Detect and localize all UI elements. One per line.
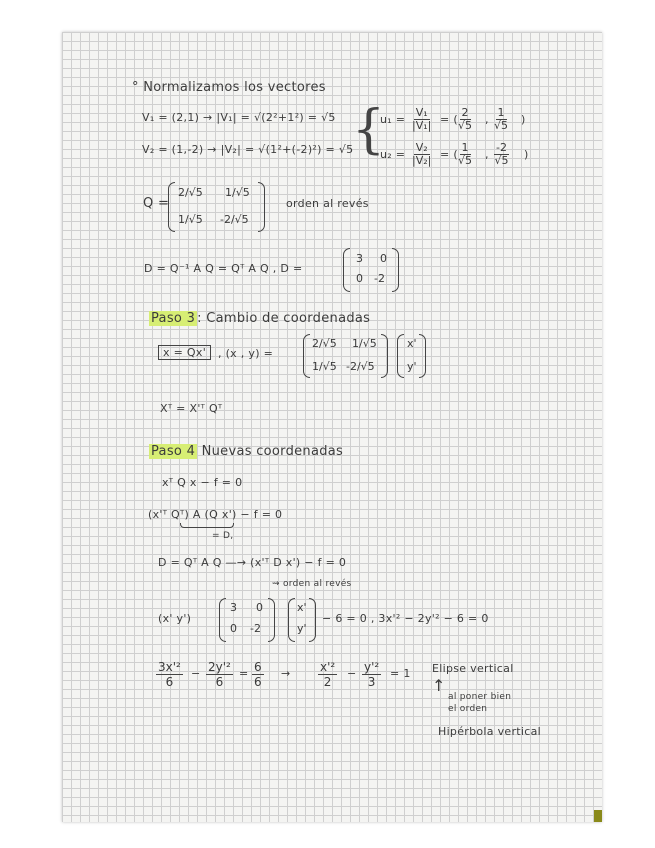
- step3-highlight: Paso 3: [151, 311, 196, 326]
- note-elipse-vertical: Elipse vertical: [432, 662, 514, 675]
- vec-left-bracket: [397, 334, 404, 378]
- u2-fraction-v2: $\frac{\text{V₂}}{\text{|V₂|}}$: [412, 141, 432, 167]
- frac-y2-over-3: $\frac{\text{y'²}}{3}$: [364, 660, 380, 689]
- u1-frac-y: $\frac{1}{√5}$: [494, 106, 509, 132]
- vec-xprime: x': [407, 337, 417, 350]
- eq-v2-norm: V₂ = (1,-2) → |V₂| = √(1²+(-2)²) = √5: [142, 143, 354, 156]
- minus-sign-1: −: [191, 667, 201, 680]
- u1-close-paren: ): [521, 113, 526, 126]
- note-reverse-order-2: ⇝ orden al revés: [272, 579, 352, 589]
- eq-xy-label: , (x , y) =: [218, 347, 274, 360]
- u2-label: u₂ =: [380, 148, 406, 161]
- u2-close-paren: ): [524, 148, 529, 161]
- d2-m12: 0: [256, 601, 263, 614]
- vec2-left-bracket: [288, 598, 295, 642]
- equals-one: = 1: [390, 667, 411, 680]
- row-vector: (x' y'): [158, 612, 192, 625]
- eq-d-definition: D = Q⁻¹ A Q = Qᵀ A Q , D =: [144, 262, 303, 275]
- q2-matrix-right-bracket: [381, 334, 388, 378]
- d2-matrix-left-bracket: [219, 598, 226, 642]
- u1-fraction-v1: $\frac{\text{V₁}}{\text{|V₁|}}$: [412, 106, 432, 132]
- step4-highlight: Paso 4: [151, 444, 196, 459]
- q-label: Q =: [143, 196, 170, 211]
- q2-matrix-left-bracket: [303, 334, 310, 378]
- d2-m11: 3: [230, 601, 237, 614]
- frac-x2-over-2: $\frac{\text{x'²}}{2}$: [320, 660, 336, 689]
- underbrace: [180, 523, 234, 528]
- step3-title: : Cambio de coordenadas: [197, 311, 371, 326]
- q2-m21: 1/√5: [312, 360, 337, 373]
- frac-2y2-over-6: $\frac{\text{2y'²}}{6}$: [208, 660, 231, 689]
- d2-m22: -2: [250, 622, 261, 635]
- u1-comma: ,: [485, 113, 489, 126]
- vec2-right-bracket: [309, 598, 316, 642]
- q2-m22: -2/√5: [346, 360, 375, 373]
- eq-v1-norm: V₁ = (2,1) → |V₁| = √(2²+1²) = √5: [142, 111, 336, 124]
- q-m21: 1/√5: [178, 213, 203, 226]
- eq-substitution: (x'ᵀ Qᵀ) A (Q x') − f = 0: [148, 508, 283, 521]
- boxed-eq-x-qx: x = Qx': [158, 346, 211, 359]
- d-m11: 3: [356, 252, 363, 265]
- u2-open-paren: = (: [440, 148, 458, 161]
- d-matrix-left-bracket: [343, 248, 350, 292]
- u1-open-paren: = (: [440, 113, 458, 126]
- u2-comma: ,: [485, 148, 489, 161]
- q-matrix-right-bracket: [258, 182, 265, 232]
- q-m12: 1/√5: [225, 186, 250, 199]
- d2-m21: 0: [230, 622, 237, 635]
- q-m22: -2/√5: [220, 213, 249, 226]
- d-m21: 0: [356, 272, 363, 285]
- u2-frac-x: $\frac{1}{√5}$: [458, 141, 473, 167]
- d2-matrix-right-bracket: [268, 598, 275, 642]
- q-matrix-left-bracket: [168, 182, 175, 232]
- implies-arrow: →: [281, 667, 291, 680]
- d-m12: 0: [380, 252, 387, 265]
- vec2-yprime: y': [297, 622, 307, 635]
- step4-title: Nuevas coordenadas: [197, 444, 344, 459]
- u2-frac-y: $\frac{-2}{√5}$: [494, 141, 509, 167]
- vec-right-bracket: [419, 334, 426, 378]
- step3-heading: [149, 311, 370, 326]
- eq-d-substituted: D = Qᵀ A Q —→ (x'ᵀ D x') − f = 0: [158, 556, 347, 569]
- up-arrow-icon: ↑: [432, 676, 446, 695]
- q-m11: 2/√5: [178, 186, 203, 199]
- equals-sign-1: =: [239, 667, 249, 680]
- minus-sign-2: −: [347, 667, 357, 680]
- frac-3x2-over-6: $\frac{\text{3x'²}}{6}$: [158, 660, 181, 689]
- step4-heading: [149, 444, 343, 459]
- frac-6-over-6: $\frac{6}{6}$: [254, 660, 262, 689]
- heading-normalize: ° Normalizamos los vectores: [132, 80, 326, 95]
- u1-frac-x: $\frac{2}{√5}$: [458, 106, 473, 132]
- q2-m11: 2/√5: [312, 337, 337, 350]
- note-reverse-order: orden al revés: [286, 197, 369, 210]
- eq-expanded: − 6 = 0 , 3x'² − 2y'² − 6 = 0: [322, 612, 489, 625]
- note-hiperbola-vertical: Hipérbola vertical: [438, 725, 542, 738]
- page-corner-mark: [594, 810, 602, 822]
- d-matrix-right-bracket: [392, 248, 399, 292]
- eq-quadratic-form: xᵀ Q x − f = 0: [162, 476, 243, 489]
- vec-yprime: y': [407, 360, 417, 373]
- q2-m12: 1/√5: [352, 337, 377, 350]
- curly-brace: {: [352, 100, 386, 160]
- underbrace-note: = D,: [212, 531, 234, 541]
- d-m22: -2: [374, 272, 385, 285]
- eq-xt: Xᵀ = X'ᵀ Qᵀ: [160, 402, 223, 415]
- vec2-xprime: x': [297, 601, 307, 614]
- note-el-orden: el orden: [448, 704, 488, 714]
- note-al-poner-bien: al poner bien: [448, 692, 512, 702]
- u1-label: u₁ =: [380, 113, 406, 126]
